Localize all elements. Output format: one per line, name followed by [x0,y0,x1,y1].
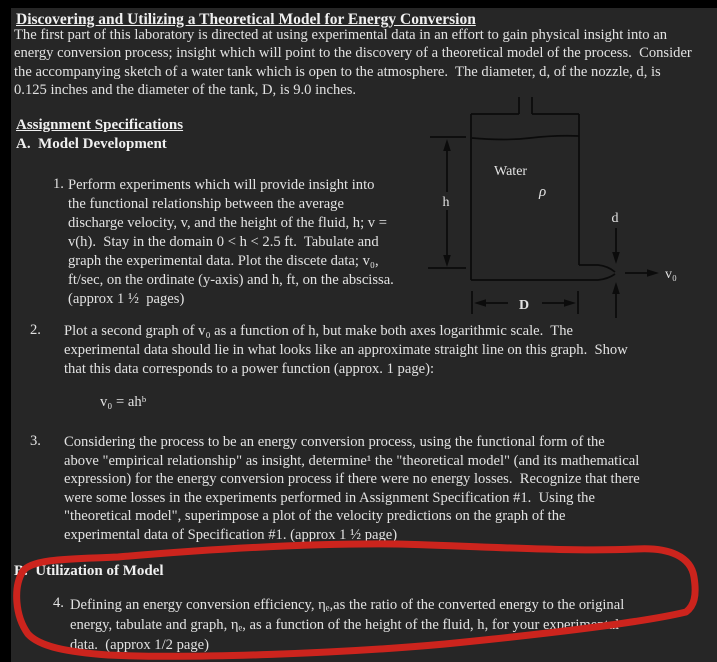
item-1-number: 1. [53,176,64,192]
section-a-heading: A. Model Development [16,136,167,152]
water-label: Water [494,164,528,179]
D-label: D [518,298,530,313]
v0-label: v₀ [665,267,677,282]
specs-heading: Assignment Specifications [16,117,184,133]
water-surface [472,136,579,140]
exit-velocity-arrow [625,267,677,282]
intro-paragraph: The first part of this laboratory is directed at using experimental data in an effort to gain physical insight into an energy conversion process; insight which will point to the discovery of a theoretical model of the process. Consider the accompanying sketch of a water tank which is open to the atmosphere. The diameter, d, of the nozzle, d, is 0.125 inches and the diameter of the tank, D, is 9.0 inches. [14,27,692,98]
power-function-equation: v₀ = ahᵇ [100,394,147,410]
h-label: h [442,195,450,210]
d-dimension [612,211,620,318]
item-2-text: Plot a second graph of v₀ as a function of h, but make both axes logarithmic scale. The experimental data should lie in what looks like an approximate straight line on this graph. Show that this data corresponds to a power function (approx. 1 page): [64,323,628,377]
red-marker-stroke [17,544,695,656]
water-tank-diagram [420,90,717,330]
density-rho-label: ρ [539,184,547,200]
page-title: Discovering and Utilizing a Theoretical Model for Energy Conversion [16,11,476,28]
item-3-number: 3. [30,433,41,449]
red-circle-annotation [0,528,717,662]
item-1-text: Perform experiments which will provide insight into the functional relationship between the average discharge velocity, v, and the height of the fluid, h; v = v(h). Stay in the domain 0 < h < 2.5 ft. Tabulate and graph the experimental data. Plot the discete data; v₀, ft/sec, on the ordinate (y-axis) and h, ft, on the abscissa. (approx 1 ½ pages) [68,177,394,307]
nozzle-bottom [471,274,615,280]
tank-vent-opening [519,97,532,114]
d-label: d [611,211,619,226]
item-2-number: 2. [30,322,41,338]
h-dimension [428,137,466,268]
nozzle-top [579,265,615,272]
D-dimension [472,291,578,314]
item-4-number: 4. [53,595,64,611]
item-4-text: Defining an energy conversion efficiency, ηₑ,as the ratio of the converted energy to the original energy, tabulate and graph, ηₑ, as a function of the height of the fluid, h, for your experimental data. (approx 1/2 page) [70,597,625,653]
section-b-heading: B. Utilization of Model [14,563,164,579]
item-3-text: Considering the process to be an energy conversion process, using the functional form of the above "empirical relationship" as insight, determine¹ the "theoretical model" (and its mathematical expression) for the energy conversion process if there were no energy losses. Recognize that there were some losses in the experiments performed in Assignment Specification #1. Using the "theoretical model", superimpose a plot of the velocity predictions on the graph of the experimental data of Specification #1. (approx 1 ½ page) [64,434,640,543]
